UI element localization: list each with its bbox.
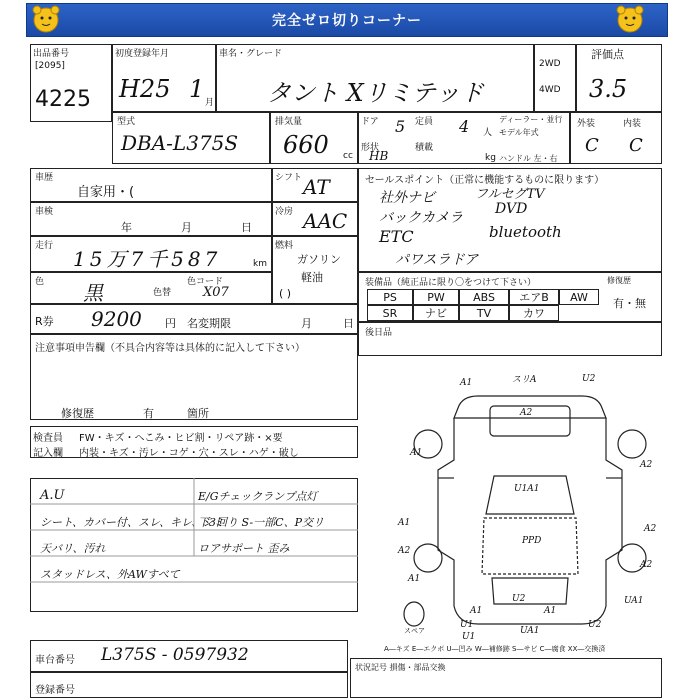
dmg-label-2: スリA (512, 375, 537, 385)
sales-item-3: バックカメラ (379, 210, 463, 226)
dmg-label-19: U1 (460, 620, 474, 630)
equip-tv: TV (459, 305, 509, 321)
first-reg-box (112, 44, 216, 112)
displacement-label: 排気量 (275, 117, 303, 127)
inspector-label: 検査員 (33, 433, 63, 444)
car-name-label: 車名・グレード (219, 49, 283, 59)
doors-label: ドア (361, 117, 379, 127)
sales-item-4: DVD (495, 201, 528, 217)
first-reg-era-year: H25 (119, 75, 171, 103)
color-code-label: 色コード (187, 277, 224, 287)
mileage-value: 15万7千587 (73, 247, 222, 271)
dmg-label-7: U1A1 (514, 484, 540, 494)
diagram-legend: A―キズ E―エクボ U―凹み W―補修跡 S―サビ C―腐食 XX―交換済 (384, 645, 606, 653)
later-label: 後日品 (365, 328, 393, 338)
first-reg-month-unit: 月 (205, 98, 215, 108)
first-reg-month: 1 (189, 75, 205, 103)
repair-label: 修復歴 (61, 407, 94, 420)
mascot-icon-right (614, 3, 646, 35)
dmg-label-20: A1 (544, 606, 557, 616)
usage-box (30, 168, 272, 202)
fuel-alt: 軽油 (301, 271, 323, 284)
lot-sub: [2095] (35, 61, 65, 71)
recycle-label: R券 (35, 315, 54, 328)
drive-4wd: 4WD (539, 85, 561, 95)
recycle-box (30, 304, 358, 334)
lot-box (30, 44, 112, 122)
grade-label: 評価点 (591, 48, 624, 61)
doors-value: 5 (395, 117, 406, 136)
inspection-month: 月 (181, 221, 192, 234)
comment-right-1: E/Gチェックランプ点灯 (198, 490, 318, 503)
dmg-label-10: A2 (398, 546, 411, 556)
shift-box (272, 168, 358, 202)
shape-label: 形状 (361, 143, 380, 153)
dmg-label-17: U2 (588, 620, 602, 630)
remarks-value: 有・無 (613, 297, 646, 310)
comment-right-2: 下3回り S-一部C、P交リ (198, 516, 324, 529)
model-label: 型式 (117, 117, 136, 127)
sales-item-2: フルセグTV (475, 187, 545, 202)
fuel-paren: ( ) (279, 287, 292, 300)
ac-value: AAC (303, 209, 348, 233)
car-name-box (216, 44, 534, 112)
equip-aw: AW (559, 289, 599, 305)
comments-lines (30, 478, 358, 612)
shape-value: HB (369, 149, 389, 163)
registration-box (30, 672, 348, 698)
ac-box (272, 202, 358, 236)
dmg-label-4: A2 (520, 408, 533, 418)
color-code: X07 (203, 285, 229, 300)
mileage-label: 走行 (35, 241, 54, 251)
comment-right-3: ロアサポート 歪み (198, 542, 290, 555)
dmg-label-12: A1 (408, 574, 421, 584)
sales-item-1: 社外ナビ (379, 190, 435, 206)
sales-box (358, 168, 662, 272)
equip-airbag: エアB (509, 289, 559, 305)
notes-label: 注意事項申告欄（不具合内容等は具体的に記入して下さい） (35, 343, 305, 354)
recycle-unit: 円 (165, 317, 176, 330)
comment-left-4: スタッドレス、外AWすべて (40, 568, 180, 581)
shift-value: AT (303, 175, 330, 199)
inspector-fw: FW・キズ・へこみ・ヒビ割・リペア跡・×要 (79, 433, 283, 444)
recycle-value: 9200 (91, 307, 142, 331)
ac-label: 冷房 (275, 207, 294, 217)
comment-left-3: 天バリ、汚れ (40, 542, 106, 555)
comment-left-2: シート、カバー付、スレ、キレ、シミ (40, 516, 225, 529)
first-reg-label: 初度登録年月 (115, 49, 170, 59)
mileage-box (30, 236, 272, 272)
equip-navi: ナビ (413, 305, 459, 321)
displacement-unit: cc (343, 151, 353, 161)
registration-label: 登録番号 (35, 685, 75, 696)
exterior-label: 外装 (577, 119, 596, 129)
dmg-label-3: U2 (582, 374, 596, 384)
chassis-value: L375S - 0597932 (101, 645, 249, 665)
fuel-label: 燃料 (275, 241, 294, 251)
color-box (30, 272, 272, 304)
inspection-day: 日 (241, 221, 252, 234)
lot-number: 4225 (35, 87, 91, 112)
sales-item-5: ETC (379, 227, 414, 246)
load-label: 積載 (415, 143, 434, 153)
color-value: 黒 (83, 281, 103, 305)
sales-item-6: bluetooth (489, 223, 562, 241)
dmg-label-16: UA1 (624, 596, 644, 606)
sales-label: セールスポイント（正常に機能するものに限ります） (365, 175, 605, 186)
mascot-icon-left (30, 3, 62, 35)
later-box (358, 322, 662, 356)
lot-label: 出品番号 (33, 49, 70, 59)
color-label: 色 (35, 277, 45, 287)
dmg-label-18: UA1 (520, 626, 540, 636)
equip-ps: PS (367, 289, 413, 305)
dmg-label-6: A2 (640, 460, 653, 470)
usage-value: 自家用・( (77, 185, 135, 200)
spare-label: スペア (404, 627, 425, 635)
equipment-label: 装備品（純正品に限り〇をつけて下さい） (365, 278, 537, 288)
displacement-value: 660 (283, 131, 329, 159)
drive-2wd: 2WD (539, 59, 561, 69)
spec-box (358, 112, 570, 164)
model-box (112, 112, 270, 164)
dealer-label: ディーラー・並行 (499, 115, 563, 124)
chassis-box (30, 640, 348, 672)
interior-grade: C (629, 135, 643, 156)
dmg-label-5: A1 (410, 448, 423, 458)
entry-interior: 内装・キズ・汚レ・コゲ・穴・スレ・ハゲ・破し (79, 448, 299, 459)
capacity-value: 4 (459, 117, 470, 136)
interior-label: 内装 (623, 119, 642, 129)
inspector-box (30, 426, 358, 458)
drive-box (534, 44, 576, 112)
dmg-label-9: A2 (644, 524, 657, 534)
header-banner (26, 3, 668, 37)
recycle-month: 月 (301, 317, 312, 330)
capacity-unit: 人 (483, 128, 493, 138)
car-name-value: タント Xリミテッド (267, 79, 484, 107)
handle-label: ハンドル 左・右 (499, 154, 558, 163)
equip-sr: SR (367, 305, 413, 321)
remarks-label: 修復歴 (607, 276, 631, 285)
repair-value: 有 (143, 407, 154, 420)
diagram-legend2: 状況記号 損傷・部品交換 (355, 663, 446, 672)
grade-value: 3.5 (589, 75, 628, 103)
dmg-label-14: U2 (512, 594, 526, 604)
equip-pw: PW (413, 289, 459, 305)
notes-box (30, 334, 358, 420)
color-change-label: 色替 (153, 288, 172, 298)
load-unit: kg (485, 153, 496, 163)
header-title: 完全ゼロ切りコーナー (272, 13, 422, 29)
recycle-day: 日 (343, 317, 354, 330)
model-value: DBA-L375S (121, 131, 239, 155)
grade-detail-box (570, 112, 662, 164)
dmg-label-21: U1 (462, 632, 476, 642)
dmg-label-13: A2 (640, 560, 653, 570)
comment-left-1: A.U (40, 488, 65, 503)
entry-label: 記入欄 (33, 448, 63, 459)
dmg-label-15: A1 (470, 606, 483, 616)
grade-box (576, 44, 662, 112)
sales-item-7: パワスラドア (395, 252, 479, 268)
equip-abs: ABS (459, 289, 509, 305)
inspection-box (30, 202, 272, 236)
fuel-box (272, 236, 358, 304)
dmg-label-1: A1 (460, 378, 473, 388)
model-year-label: モデル年式 (499, 128, 539, 137)
equipment-box (358, 272, 662, 322)
chassis-label: 車台番号 (35, 655, 75, 666)
usage-label: 車歴 (35, 173, 54, 183)
mileage-unit: km (253, 259, 267, 269)
equip-leather: カワ (509, 305, 559, 321)
shift-label: シフト (275, 173, 303, 183)
legend2-box (350, 658, 662, 698)
name-change-label: 名変期限 (187, 317, 231, 330)
capacity-label: 定員 (415, 117, 434, 127)
exterior-grade: C (585, 135, 599, 156)
dmg-label-11: PPD (522, 536, 542, 546)
inspection-label: 車検 (35, 207, 54, 217)
parts-label: 箇所 (187, 407, 209, 420)
displacement-box (270, 112, 358, 164)
dmg-label-8: A1 (398, 518, 411, 528)
fuel-value: ガソリン (297, 253, 341, 266)
inspection-year: 年 (121, 221, 132, 234)
